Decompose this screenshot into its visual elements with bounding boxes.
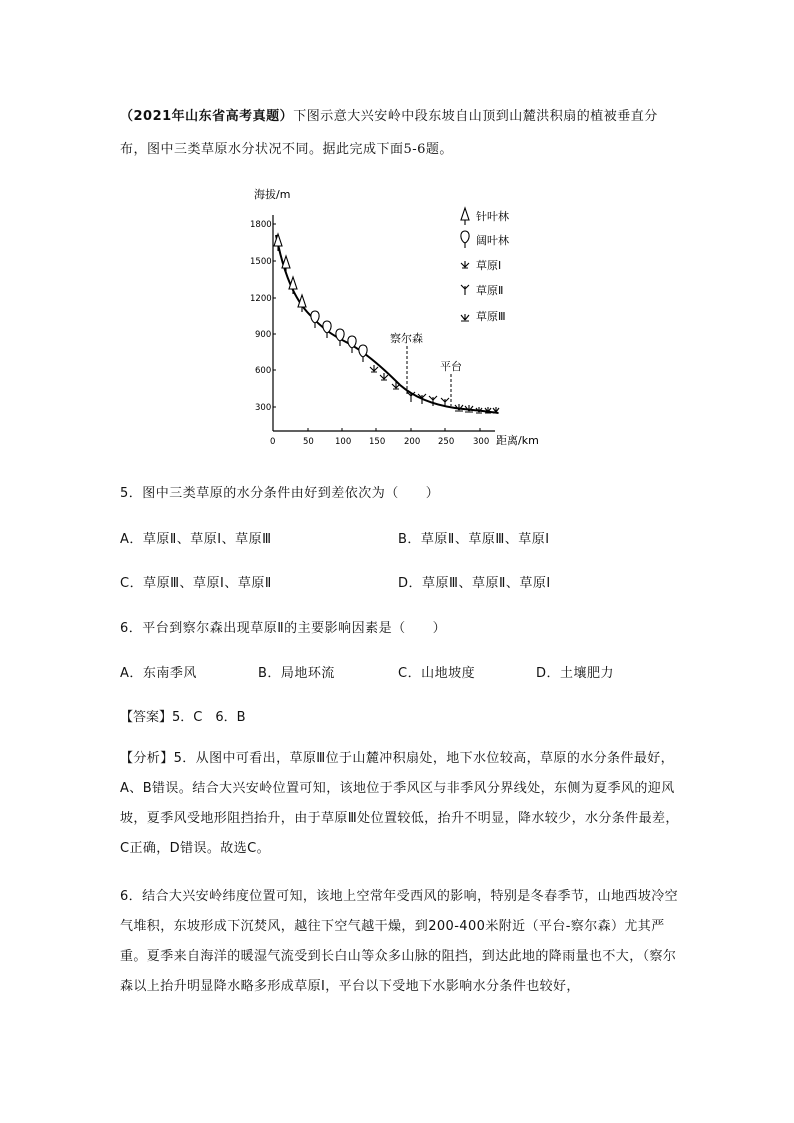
- intro-text: 下图示意大兴安岭中段东坡自山顶到山麓洪积扇的植被垂直分布，图中三类草原水分状况不同。据此完成下面5-6题。: [120, 109, 658, 157]
- legend-label: 草原Ⅲ: [476, 310, 506, 323]
- question-5-stem: 5．图中三类草原的水分条件由好到差依次为（ ）: [120, 486, 440, 501]
- chaersen-annotation: [390, 331, 423, 394]
- broadleaf-icon: [348, 336, 356, 353]
- legend-label: 草原Ⅰ: [476, 259, 502, 272]
- conifer-icon: [282, 256, 290, 273]
- vegetation-profile-figure: [240, 180, 550, 450]
- y-tick-label: 1200: [250, 294, 272, 304]
- y-tick-label: 1800: [250, 220, 272, 230]
- legend-label: 针叶林: [476, 210, 509, 223]
- x-tick-label: 100: [335, 437, 352, 447]
- x-tick-label: 300: [473, 437, 490, 447]
- x-tick-label: 150: [369, 437, 386, 447]
- grass-3-icon: [476, 407, 482, 413]
- pingtai-label: 平台: [440, 360, 462, 373]
- q5-option-c[interactable]: C．草原Ⅲ、草原Ⅰ、草原Ⅱ: [120, 576, 272, 591]
- q6-option-b[interactable]: B．局地环流: [258, 666, 335, 681]
- legend: [461, 208, 509, 323]
- x-tick-label: 250: [438, 437, 455, 447]
- broadleaf-icon: [323, 321, 331, 338]
- y-axis-label: 海拔/m: [254, 188, 291, 201]
- y-tick-label: 900: [255, 330, 272, 340]
- x-tick-label: 0: [270, 437, 276, 447]
- q5-option-a[interactable]: A．草原Ⅱ、草原Ⅰ、草原Ⅲ: [120, 532, 272, 547]
- broadleaf-trees: [311, 311, 367, 362]
- analysis-q5: 【分析】5．从图中可看出，草原Ⅲ位于山麓冲积扇处，地下水位较高，草原的水分条件最好，A、B错误。结合大兴安岭位置可知，该地位于季风区与非季风分界线处，东侧为夏季风的迎风坡，夏季风受地形阻挡抬升，由于草原Ⅲ处位置较低，抬升不明显，降水较少，水分条件最差，C正确，D错误。故选C。: [120, 751, 679, 856]
- conifer-icon: [461, 208, 469, 225]
- grassland-1-marks: [370, 365, 400, 389]
- q6-option-a[interactable]: A．东南季风: [120, 666, 197, 681]
- grass-1-icon: [380, 373, 388, 380]
- y-tick-label: 600: [255, 366, 272, 376]
- answer-line: 【答案】5．C 6．B: [120, 710, 246, 725]
- conifer-icon: [289, 277, 297, 294]
- grass-2-icon: [461, 285, 469, 295]
- legend-label: 草原Ⅱ: [476, 284, 504, 297]
- grass-3-icon: [461, 314, 469, 321]
- question-source: （2021年山东省高考真题）: [120, 109, 294, 124]
- y-tick-label: 1500: [250, 257, 272, 267]
- x-tick-label: 50: [303, 437, 314, 447]
- q5-option-b[interactable]: B．草原Ⅱ、草原Ⅲ、草原Ⅰ: [398, 532, 550, 547]
- q6-option-c[interactable]: C．山地坡度: [398, 666, 476, 681]
- pingtai-annotation: [440, 360, 462, 406]
- x-axis-label: 距离/km: [496, 434, 539, 447]
- y-tick-label: 300: [255, 403, 272, 413]
- q5-option-d[interactable]: D．草原Ⅲ、草原Ⅱ、草原Ⅰ: [398, 576, 551, 591]
- q6-option-d[interactable]: D．土壤肥力: [536, 666, 615, 681]
- analysis-q6: 6．结合大兴安岭纬度位置可知，该地上空常年受西风的影响，特别是冬春季节，山地西坡冷空气堆积，东坡形成下沉焚风，越往下空气越干燥，到200-400米附近（平台-察尔森）尤其严重。夏季来自海洋的暖湿气流受到长白山等众多山脉的阻挡，到达此地的降雨量也不大，（察尔森以上抬升明显降水略多形成草原Ⅰ，平台以下受地下水影响水分条件也较好，: [120, 889, 679, 994]
- broadleaf-icon: [461, 231, 469, 248]
- x-tick-label: 200: [404, 437, 421, 447]
- y-ticks: [250, 220, 276, 413]
- broadleaf-icon: [336, 329, 344, 346]
- grass-1-icon: [370, 365, 378, 372]
- grass-2-icon: [407, 392, 415, 402]
- question-6-stem: 6．平台到察尔森出现草原Ⅱ的主要影响因素是（ ）: [120, 621, 447, 636]
- broadleaf-icon: [311, 311, 319, 328]
- chaersen-label: 察尔森: [390, 332, 423, 345]
- grass-1-icon: [461, 261, 469, 268]
- broadleaf-icon: [359, 345, 367, 362]
- legend-label: 阔叶林: [476, 234, 509, 247]
- conifer-icon: [274, 234, 282, 251]
- conifer-trees: [274, 234, 306, 312]
- intro-paragraph: [120, 100, 680, 166]
